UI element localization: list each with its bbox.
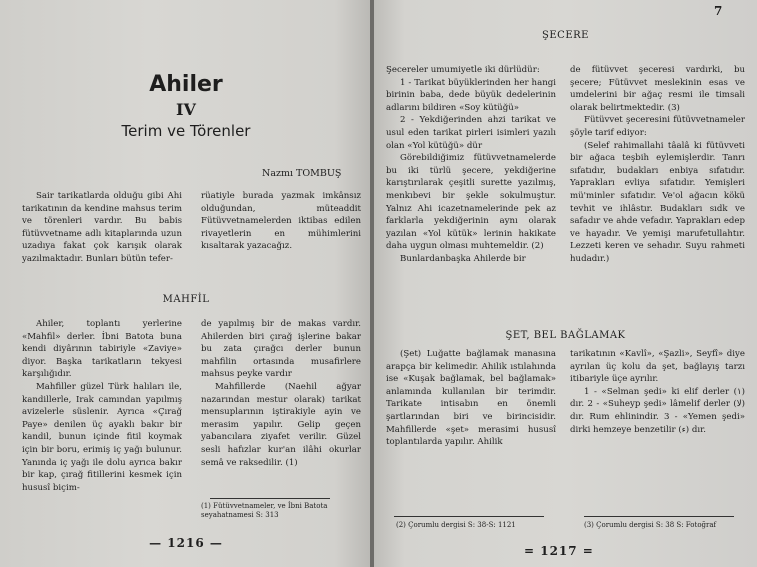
page-number: — 1216 — bbox=[149, 536, 223, 550]
article-title: Ahiler bbox=[149, 72, 223, 97]
secere-column-2 bbox=[570, 64, 745, 266]
paragraph: de yapılmış bir de makas vardır. Ahilerden biri çırağ işlerine bakar bu zata çırağcı derler bunun mahfilin ortasında musafirlere mahsus peyke vardır bbox=[201, 319, 361, 380]
right-page bbox=[374, 0, 757, 567]
paragraph: tarikatının «Kavlî», «Şazli», Seyfî» diye ayrılan üç kolu da şet, bağlayış tarzı itibariyle üçe ayrılır. bbox=[570, 349, 745, 385]
section-heading-mahfil: MAHFİL bbox=[162, 294, 210, 305]
section-heading-set: ŞET, BEL BAĞLAMAK bbox=[505, 330, 626, 341]
footnote: (1) Fütüvvetnameler, ve İbni Batota seyahatnamesi S: 313 bbox=[201, 502, 328, 519]
set-column-2 bbox=[570, 348, 745, 436]
corner-mark: 7 bbox=[714, 4, 723, 18]
footnote-divider bbox=[584, 516, 734, 517]
article-subtitle: Terim ve Törenler bbox=[121, 122, 251, 140]
left-page bbox=[0, 0, 372, 567]
running-head: ŞECERE bbox=[542, 30, 589, 41]
paragraph: Sair tarikatlarda olduğu gibi Ahi tarikatının da kendine mahsus terim ve törenleri vardır. Bu babis fütüvvetname adlı kitaplarında uzun uzadıya fakat çok karışık olarak yazılmaktadır. Bunları bütün tefer- bbox=[22, 191, 182, 264]
author-name: Nazmı TOMBUŞ bbox=[262, 168, 342, 179]
paragraph: (Şet) Luğatte bağlamak manasına arapça bir kelimedir. Ahilik ıstılahında ise «Kuşak bağlamak, bel bağlamak» anlamında kullanılan bir terimdir. Tarikate intisabın en önemli şartlarından biri ve birincisidir. Mahfillerde «şet» merasimi hususî toplantılarda yapılır. Ahilik bbox=[386, 349, 556, 448]
paragraph: Şecereler umumiyetle iki dürlüdür: bbox=[386, 65, 540, 75]
paragraph: Mahfiller güzel Türk halıları ile, kandillerle, Irak camından yapılmış avizelerle süslenir. Ayrıca «Çırağ Paye» denilen üç ayaklı bakır bir kandil, bunun içinde fitil koymak için bir boru, erimiş iç yağı bulunur. Yanında iç yağı ile dolu ayrıca bakır bir kap, çırağ fitillerini kesmek için hususî biçim- bbox=[22, 381, 182, 493]
footnote: (3) Çorumlu dergisi S: 38 S: Fotoğraf bbox=[584, 521, 717, 529]
paragraph: 2 - Yekdiğerinden ahzi tarikat ve usul eden tarikat pirleri isimleri yazılı olan «Yol kütüğü» dür bbox=[386, 115, 556, 151]
paragraph: Görebildiğimiz fütüvvetnamelerde bu iki türlü şecere, yekdiğerine karıştırılarak çeşitli surette yazılmış, menkıbevi bir şekle sokulmuştur. Yalnız Ahi icazetnamelerinde pek az farklarla yekdiğerinin aynı olarak yazılan «Yol kütük» lerinin hakikate daha uygun olması muhtemeldir. (2) bbox=[386, 153, 556, 252]
paragraph: Ahiler, toplantı yerlerine «Mahfil» derler. İbni Batota buna kendi diyârının tabiriyle «Zaviye» diyor. Başka tarikatların tekyesi karşılığıdır. bbox=[22, 319, 182, 380]
mahfil-column-1 bbox=[22, 318, 182, 494]
intro-column-2 bbox=[201, 190, 361, 253]
set-column-1 bbox=[386, 348, 556, 449]
footnote-divider bbox=[210, 498, 330, 499]
mahfil-column-2 bbox=[201, 318, 361, 469]
footnote: (2) Çorumlu dergisi S: 38-S: 1121 bbox=[396, 521, 516, 529]
paragraph: de fütüvvet şeceresi vardırki, bu şecere; Fütüvvet meslekinin esas ve umdelerini bir ağaç resmi ile timsali olarak belirtmektedir. (3) bbox=[570, 65, 745, 113]
paragraph: 1 - Tarikat büyüklerinden her hangi birinin baba, dede büyük dedelerinin adlarını bildiren «Soy kütüğü» bbox=[386, 77, 556, 113]
article-part-number: IV bbox=[176, 100, 196, 119]
paragraph: (Selef rahimallahi tâalâ ki fütüvveti bir ağaca teşbih eylemişlerdir. Tanrı sıfatıdır, budakları enbiya sıfatıdır. Yaprakları evliya sıfatıdır. Yemişleri mü'minler sıfatıdır. Ve'ol ağacın kökü tevhit ve ihlâstır. Budakları sıdk ve safadır ve ahde vefadır. Yaprakları edep ve hayadır. Ve yemişi marufetullahtır. Lezzeti keren ve sehadır. Suyu rahmeti hudadır.) bbox=[570, 140, 745, 264]
footnote-divider bbox=[394, 516, 544, 517]
paragraph: Bunlardanbaşka Ahilerde bir bbox=[400, 253, 526, 264]
paragraph: Fütüvvet şeceresini fütüvvetnameler şöyle tarif ediyor: bbox=[570, 115, 745, 138]
paragraph: 1 - «Selman şedi» ki elif derler (۱) dır. 2 - «Suheyp şedi» lâmelif derler (لا) dır. Rum ehlinindir. 3 - «Yemen şedi» dirki hemzeye benzetilir (ء) dır. bbox=[570, 386, 745, 435]
intro-column-1 bbox=[22, 190, 182, 266]
secere-column-1 bbox=[386, 64, 556, 266]
paragraph: Mahfillerde (Naehil ağyar nazarından mestur olarak) tarikat mensuplarının iştirakiyle ayin ve merasim yapılır. Gelip geçen yabancılara ziyafet verilir. Güzel sesli hafızlar kur'an ilâhi okurlar semâ ve raksedilir. (1) bbox=[201, 381, 361, 468]
paragraph: rüatiyle burada yazmak imkânsız olduğundan, müteaddit Fütüvvetnamelerden iktibas edilen rivayetlerin en mühimlerini kısaltarak yazacağız. bbox=[201, 191, 361, 252]
page-number: = 1217 = bbox=[524, 544, 594, 558]
